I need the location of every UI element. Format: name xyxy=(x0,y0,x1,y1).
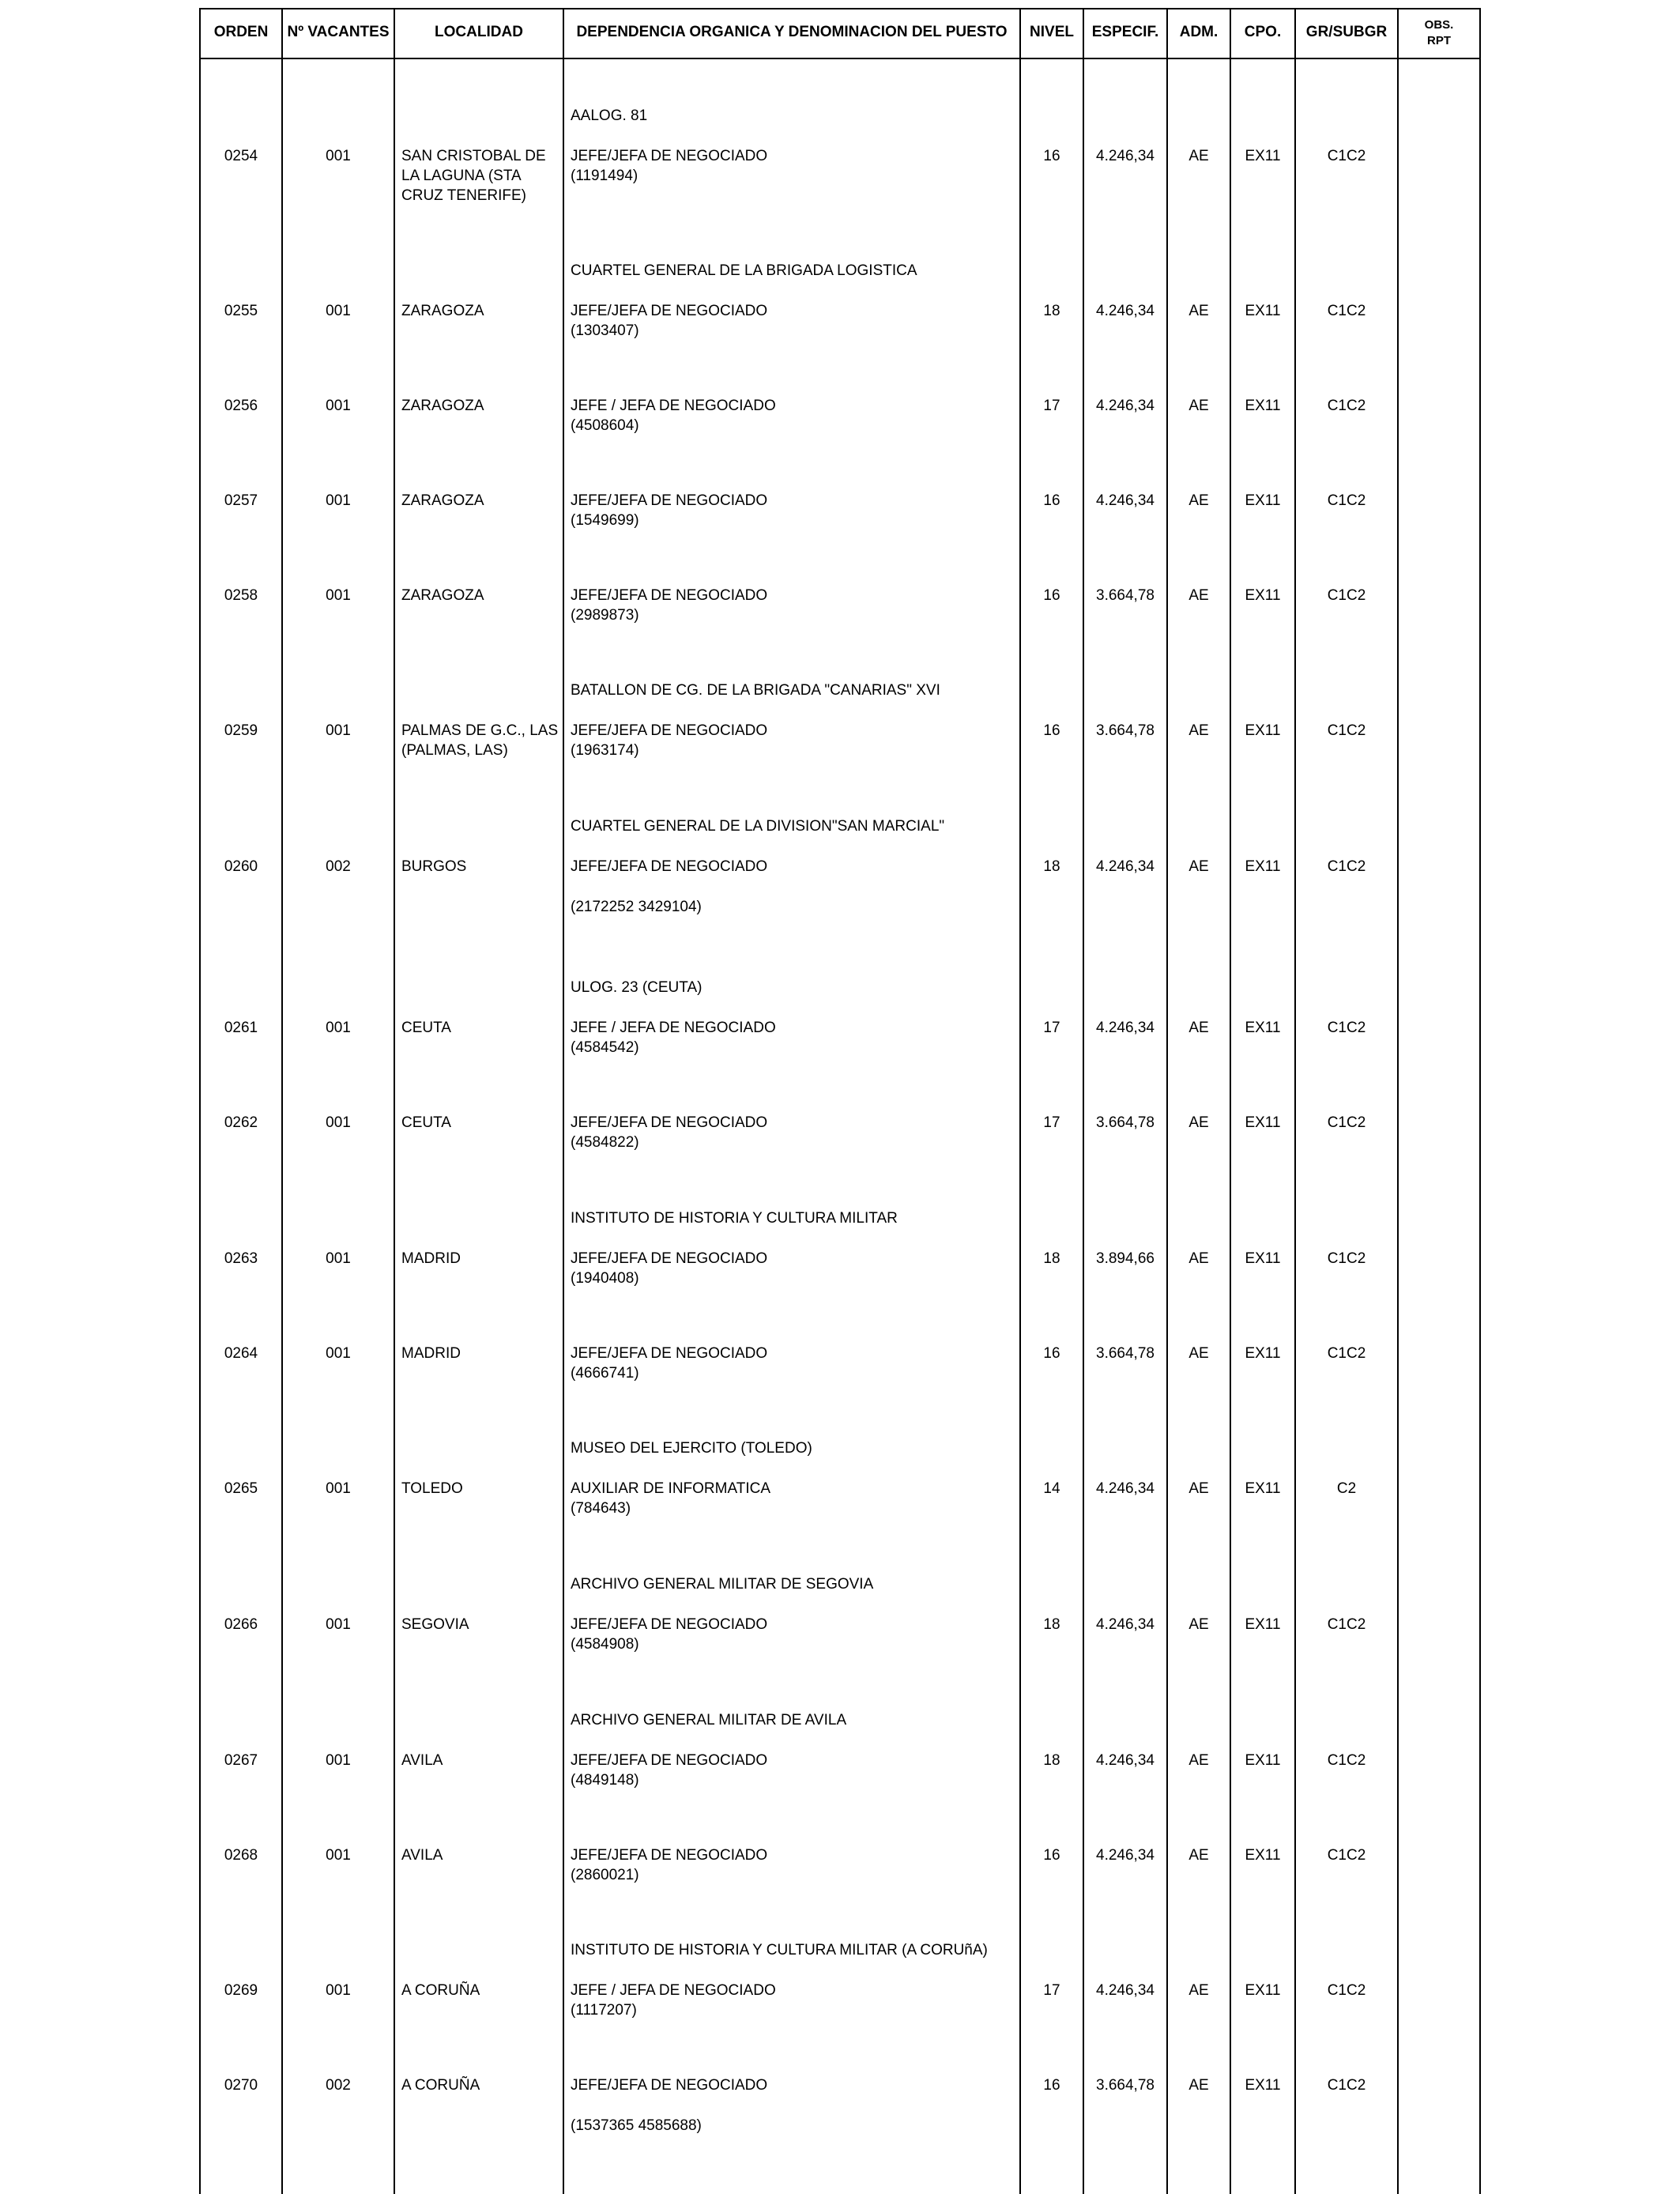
dependencia-unit: INSTITUTO DE HISTORIA Y CULTURA MILITAR (A CORUñA) xyxy=(571,1942,988,1958)
grsubgr-cell: C1C2 xyxy=(1327,1616,1366,1633)
grsubgr-cell: C1C2 xyxy=(1327,1250,1366,1267)
cpo-cell: EX11 xyxy=(1245,1847,1281,1864)
vacantes-cell: 001 xyxy=(326,1114,351,1131)
localidad-line: A CORUÑA xyxy=(401,2077,480,2094)
cpo-cell: EX11 xyxy=(1245,148,1281,164)
header-rpt: RPT xyxy=(1427,34,1451,47)
column-divider xyxy=(1230,8,1231,2194)
adm-cell: AE xyxy=(1188,1847,1209,1864)
nivel-cell: 18 xyxy=(1043,1250,1060,1267)
localidad-line: BURGOS xyxy=(401,858,467,875)
cpo-cell: EX11 xyxy=(1245,722,1281,739)
cpo-cell: EX11 xyxy=(1245,587,1281,604)
puesto-code: (4666741) xyxy=(571,1365,639,1382)
column-divider xyxy=(1479,8,1481,2194)
puesto-name: JEFE/JEFA DE NEGOCIADO xyxy=(571,1114,768,1131)
especif-cell: 3.894,66 xyxy=(1096,1250,1155,1267)
localidad-line: ZARAGOZA xyxy=(401,303,484,319)
puesto-name: JEFE/JEFA DE NEGOCIADO xyxy=(571,722,768,739)
adm-cell: AE xyxy=(1188,722,1209,739)
cpo-cell: EX11 xyxy=(1245,1480,1281,1497)
nivel-cell: 18 xyxy=(1043,858,1060,875)
adm-cell: AE xyxy=(1188,1250,1209,1267)
puesto-code: (784643) xyxy=(571,1500,631,1517)
localidad-line: ZARAGOZA xyxy=(401,492,484,509)
vacantes-cell: 001 xyxy=(326,148,351,164)
localidad-line: TOLEDO xyxy=(401,1480,463,1497)
especif-cell: 4.246,34 xyxy=(1096,1020,1155,1036)
cpo-cell: EX11 xyxy=(1245,1616,1281,1633)
adm-cell: AE xyxy=(1188,398,1209,414)
dependencia-unit: CUARTEL GENERAL DE LA BRIGADA LOGISTICA xyxy=(571,262,917,279)
cpo-cell: EX11 xyxy=(1245,492,1281,509)
puesto-name: JEFE/JEFA DE NEGOCIADO xyxy=(571,492,768,509)
puesto-name: JEFE/JEFA DE NEGOCIADO xyxy=(571,303,768,319)
vacantes-cell: 001 xyxy=(326,722,351,739)
dependencia-unit: AALOG. 81 xyxy=(571,107,648,124)
grsubgr-cell: C1C2 xyxy=(1327,587,1366,604)
orden-cell: 0258 xyxy=(224,587,258,604)
column-divider xyxy=(563,8,564,2194)
cpo-cell: EX11 xyxy=(1245,1250,1281,1267)
vacantes-cell: 002 xyxy=(326,2077,351,2094)
localidad-line: AVILA xyxy=(401,1752,443,1769)
column-divider xyxy=(394,8,395,2194)
grsubgr-cell: C1C2 xyxy=(1327,398,1366,414)
column-divider xyxy=(281,8,283,2194)
adm-cell: AE xyxy=(1188,587,1209,604)
especif-cell: 4.246,34 xyxy=(1096,858,1155,875)
orden-cell: 0263 xyxy=(224,1250,258,1267)
localidad-line: ZARAGOZA xyxy=(401,398,484,414)
localidad-line: A CORUÑA xyxy=(401,1982,480,1999)
cpo-cell: EX11 xyxy=(1245,1114,1281,1131)
puesto-name: JEFE/JEFA DE NEGOCIADO xyxy=(571,587,768,604)
localidad-line: SAN CRISTOBAL DE xyxy=(401,148,546,164)
puesto-name: JEFE / JEFA DE NEGOCIADO xyxy=(571,398,776,414)
puesto-name: JEFE/JEFA DE NEGOCIADO xyxy=(571,1752,768,1769)
header-especif: ESPECIF. xyxy=(1091,24,1159,40)
nivel-cell: 17 xyxy=(1043,1982,1060,1999)
especif-cell: 4.246,34 xyxy=(1096,398,1155,414)
vacantes-cell: 001 xyxy=(326,492,351,509)
adm-cell: AE xyxy=(1188,303,1209,319)
cpo-cell: EX11 xyxy=(1245,858,1281,875)
header-grsubgr: GR/SUBGR xyxy=(1305,24,1388,40)
orden-cell: 0269 xyxy=(224,1982,258,1999)
vacantes-cell: 001 xyxy=(326,1345,351,1362)
grsubgr-cell: C1C2 xyxy=(1327,1982,1366,1999)
header-rule xyxy=(199,8,1481,9)
nivel-cell: 16 xyxy=(1043,1345,1060,1362)
grsubgr-cell: C1C2 xyxy=(1327,1847,1366,1864)
column-divider xyxy=(199,8,201,2194)
localidad-line: CRUZ TENERIFE) xyxy=(401,187,526,204)
puesto-code: (1963174) xyxy=(571,742,639,759)
cpo-cell: EX11 xyxy=(1245,398,1281,414)
vacantes-cell: 001 xyxy=(326,398,351,414)
header-dependencia: DEPENDENCIA ORGANICA Y DENOMINACION DEL PUESTO xyxy=(576,24,1008,40)
localidad-line: MADRID xyxy=(401,1345,461,1362)
orden-cell: 0259 xyxy=(224,722,258,739)
puesto-code: (2172252 3429104) xyxy=(571,899,702,915)
header-localidad: LOCALIDAD xyxy=(435,24,523,40)
header-adm: ADM. xyxy=(1179,24,1219,40)
localidad-line: SEGOVIA xyxy=(401,1616,469,1633)
grsubgr-cell: C1C2 xyxy=(1327,492,1366,509)
puesto-code: (2860021) xyxy=(571,1867,639,1883)
adm-cell: AE xyxy=(1188,492,1209,509)
especif-cell: 3.664,78 xyxy=(1096,587,1155,604)
cpo-cell: EX11 xyxy=(1245,2077,1281,2094)
adm-cell: AE xyxy=(1188,1345,1209,1362)
nivel-cell: 16 xyxy=(1043,1847,1060,1864)
grsubgr-cell: C1C2 xyxy=(1327,858,1366,875)
adm-cell: AE xyxy=(1188,1114,1209,1131)
especif-cell: 3.664,78 xyxy=(1096,1345,1155,1362)
grsubgr-cell: C2 xyxy=(1336,1480,1357,1497)
puesto-name: JEFE/JEFA DE NEGOCIADO xyxy=(571,2077,768,2094)
nivel-cell: 17 xyxy=(1043,1114,1060,1131)
localidad-line: MADRID xyxy=(401,1250,461,1267)
vacantes-cell: 001 xyxy=(326,1982,351,1999)
orden-cell: 0261 xyxy=(224,1020,258,1036)
vacantes-cell: 001 xyxy=(326,587,351,604)
especif-cell: 4.246,34 xyxy=(1096,1982,1155,1999)
nivel-cell: 16 xyxy=(1043,722,1060,739)
dependencia-unit: BATALLON DE CG. DE LA BRIGADA "CANARIAS" XVI xyxy=(571,682,940,699)
puesto-name: AUXILIAR DE INFORMATICA xyxy=(571,1480,771,1497)
localidad-line: (PALMAS, LAS) xyxy=(401,742,508,759)
especif-cell: 3.664,78 xyxy=(1096,1114,1155,1131)
puesto-code: (4584822) xyxy=(571,1134,639,1151)
especif-cell: 3.664,78 xyxy=(1096,2077,1155,2094)
column-divider xyxy=(1083,8,1084,2194)
puesto-name: JEFE/JEFA DE NEGOCIADO xyxy=(571,148,768,164)
grsubgr-cell: C1C2 xyxy=(1327,2077,1366,2094)
localidad-line: CEUTA xyxy=(401,1020,451,1036)
adm-cell: AE xyxy=(1188,1752,1209,1769)
localidad-line: AVILA xyxy=(401,1847,443,1864)
orden-cell: 0255 xyxy=(224,303,258,319)
puesto-name: JEFE/JEFA DE NEGOCIADO xyxy=(571,1250,768,1267)
puesto-name: JEFE / JEFA DE NEGOCIADO xyxy=(571,1982,776,1999)
nivel-cell: 18 xyxy=(1043,1752,1060,1769)
puesto-name: JEFE/JEFA DE NEGOCIADO xyxy=(571,1616,768,1633)
especif-cell: 4.246,34 xyxy=(1096,492,1155,509)
especif-cell: 3.664,78 xyxy=(1096,722,1155,739)
cpo-cell: EX11 xyxy=(1245,1345,1281,1362)
orden-cell: 0257 xyxy=(224,492,258,509)
grsubgr-cell: C1C2 xyxy=(1327,1020,1366,1036)
vacantes-cell: 001 xyxy=(326,303,351,319)
vacantes-cell: 002 xyxy=(326,858,351,875)
localidad-line: ZARAGOZA xyxy=(401,587,484,604)
orden-cell: 0268 xyxy=(224,1847,258,1864)
cpo-cell: EX11 xyxy=(1245,303,1281,319)
orden-cell: 0254 xyxy=(224,148,258,164)
grsubgr-cell: C1C2 xyxy=(1327,1752,1366,1769)
header-cpo: CPO. xyxy=(1244,24,1282,40)
dependencia-unit: ARCHIVO GENERAL MILITAR DE SEGOVIA xyxy=(571,1576,874,1593)
especif-cell: 4.246,34 xyxy=(1096,303,1155,319)
dependencia-unit: MUSEO DEL EJERCITO (TOLEDO) xyxy=(571,1440,812,1457)
header-orden: ORDEN xyxy=(213,24,269,40)
vacantes-cell: 001 xyxy=(326,1616,351,1633)
puesto-code: (1303407) xyxy=(571,322,639,339)
adm-cell: AE xyxy=(1188,1020,1209,1036)
cpo-cell: EX11 xyxy=(1245,1020,1281,1036)
orden-cell: 0256 xyxy=(224,398,258,414)
nivel-cell: 17 xyxy=(1043,398,1060,414)
nivel-cell: 18 xyxy=(1043,303,1060,319)
vacantes-cell: 001 xyxy=(326,1480,351,1497)
grsubgr-cell: C1C2 xyxy=(1327,303,1366,319)
grsubgr-cell: C1C2 xyxy=(1327,1114,1366,1131)
column-divider xyxy=(1019,8,1021,2194)
dependencia-unit: CUARTEL GENERAL DE LA DIVISION"SAN MARCIAL" xyxy=(571,818,945,835)
puesto-code: (1549699) xyxy=(571,512,639,529)
header-rule xyxy=(199,58,1481,59)
puesto-name: JEFE / JEFA DE NEGOCIADO xyxy=(571,1020,776,1036)
nivel-cell: 17 xyxy=(1043,1020,1060,1036)
vacantes-cell: 001 xyxy=(326,1847,351,1864)
especif-cell: 4.246,34 xyxy=(1096,1616,1155,1633)
especif-cell: 4.246,34 xyxy=(1096,1480,1155,1497)
localidad-line: LA LAGUNA (STA xyxy=(401,168,522,184)
orden-cell: 0267 xyxy=(224,1752,258,1769)
header-obs: OBS. xyxy=(1424,18,1454,32)
adm-cell: AE xyxy=(1188,148,1209,164)
vacantes-cell: 001 xyxy=(326,1020,351,1036)
adm-cell: AE xyxy=(1188,2077,1209,2094)
localidad-line: CEUTA xyxy=(401,1114,451,1131)
column-divider xyxy=(1294,8,1296,2194)
localidad-line: PALMAS DE G.C., LAS xyxy=(401,722,559,739)
column-divider xyxy=(1166,8,1168,2194)
cpo-cell: EX11 xyxy=(1245,1752,1281,1769)
nivel-cell: 16 xyxy=(1043,2077,1060,2094)
orden-cell: 0262 xyxy=(224,1114,258,1131)
orden-cell: 0270 xyxy=(224,2077,258,2094)
puesto-code: (4508604) xyxy=(571,417,639,434)
nivel-cell: 16 xyxy=(1043,492,1060,509)
nivel-cell: 16 xyxy=(1043,148,1060,164)
puesto-name: JEFE/JEFA DE NEGOCIADO xyxy=(571,858,768,875)
grsubgr-cell: C1C2 xyxy=(1327,722,1366,739)
grsubgr-cell: C1C2 xyxy=(1327,148,1366,164)
puesto-code: (1191494) xyxy=(571,168,638,184)
adm-cell: AE xyxy=(1188,1982,1209,1999)
header-vacantes: Nº VACANTES xyxy=(287,24,390,40)
puesto-code: (4849148) xyxy=(571,1772,639,1789)
especif-cell: 4.246,34 xyxy=(1096,1847,1155,1864)
nivel-cell: 16 xyxy=(1043,587,1060,604)
cpo-cell: EX11 xyxy=(1245,1982,1281,1999)
nivel-cell: 14 xyxy=(1043,1480,1060,1497)
column-divider xyxy=(1397,8,1399,2194)
vacantes-cell: 001 xyxy=(326,1752,351,1769)
dependencia-unit: ARCHIVO GENERAL MILITAR DE AVILA xyxy=(571,1712,847,1728)
puesto-name: JEFE/JEFA DE NEGOCIADO xyxy=(571,1847,768,1864)
puesto-code: (1117207) xyxy=(571,2002,637,2019)
orden-cell: 0260 xyxy=(224,858,258,875)
adm-cell: AE xyxy=(1188,1616,1209,1633)
dependencia-unit: INSTITUTO DE HISTORIA Y CULTURA MILITAR xyxy=(571,1210,898,1227)
adm-cell: AE xyxy=(1188,858,1209,875)
especif-cell: 4.246,34 xyxy=(1096,148,1155,164)
orden-cell: 0266 xyxy=(224,1616,258,1633)
puesto-code: (2989873) xyxy=(571,607,639,624)
puesto-code: (4584908) xyxy=(571,1636,639,1653)
puesto-code: (1537365 4585688) xyxy=(571,2117,702,2134)
nivel-cell: 18 xyxy=(1043,1616,1060,1633)
orden-cell: 0264 xyxy=(224,1345,258,1362)
header-nivel: NIVEL xyxy=(1030,24,1074,40)
especif-cell: 4.246,34 xyxy=(1096,1752,1155,1769)
orden-cell: 0265 xyxy=(224,1480,258,1497)
puesto-code: (1940408) xyxy=(571,1270,639,1287)
puesto-name: JEFE/JEFA DE NEGOCIADO xyxy=(571,1345,768,1362)
vacantes-cell: 001 xyxy=(326,1250,351,1267)
dependencia-unit: ULOG. 23 (CEUTA) xyxy=(571,979,703,996)
adm-cell: AE xyxy=(1188,1480,1209,1497)
puesto-code: (4584542) xyxy=(571,1039,639,1056)
grsubgr-cell: C1C2 xyxy=(1327,1345,1366,1362)
